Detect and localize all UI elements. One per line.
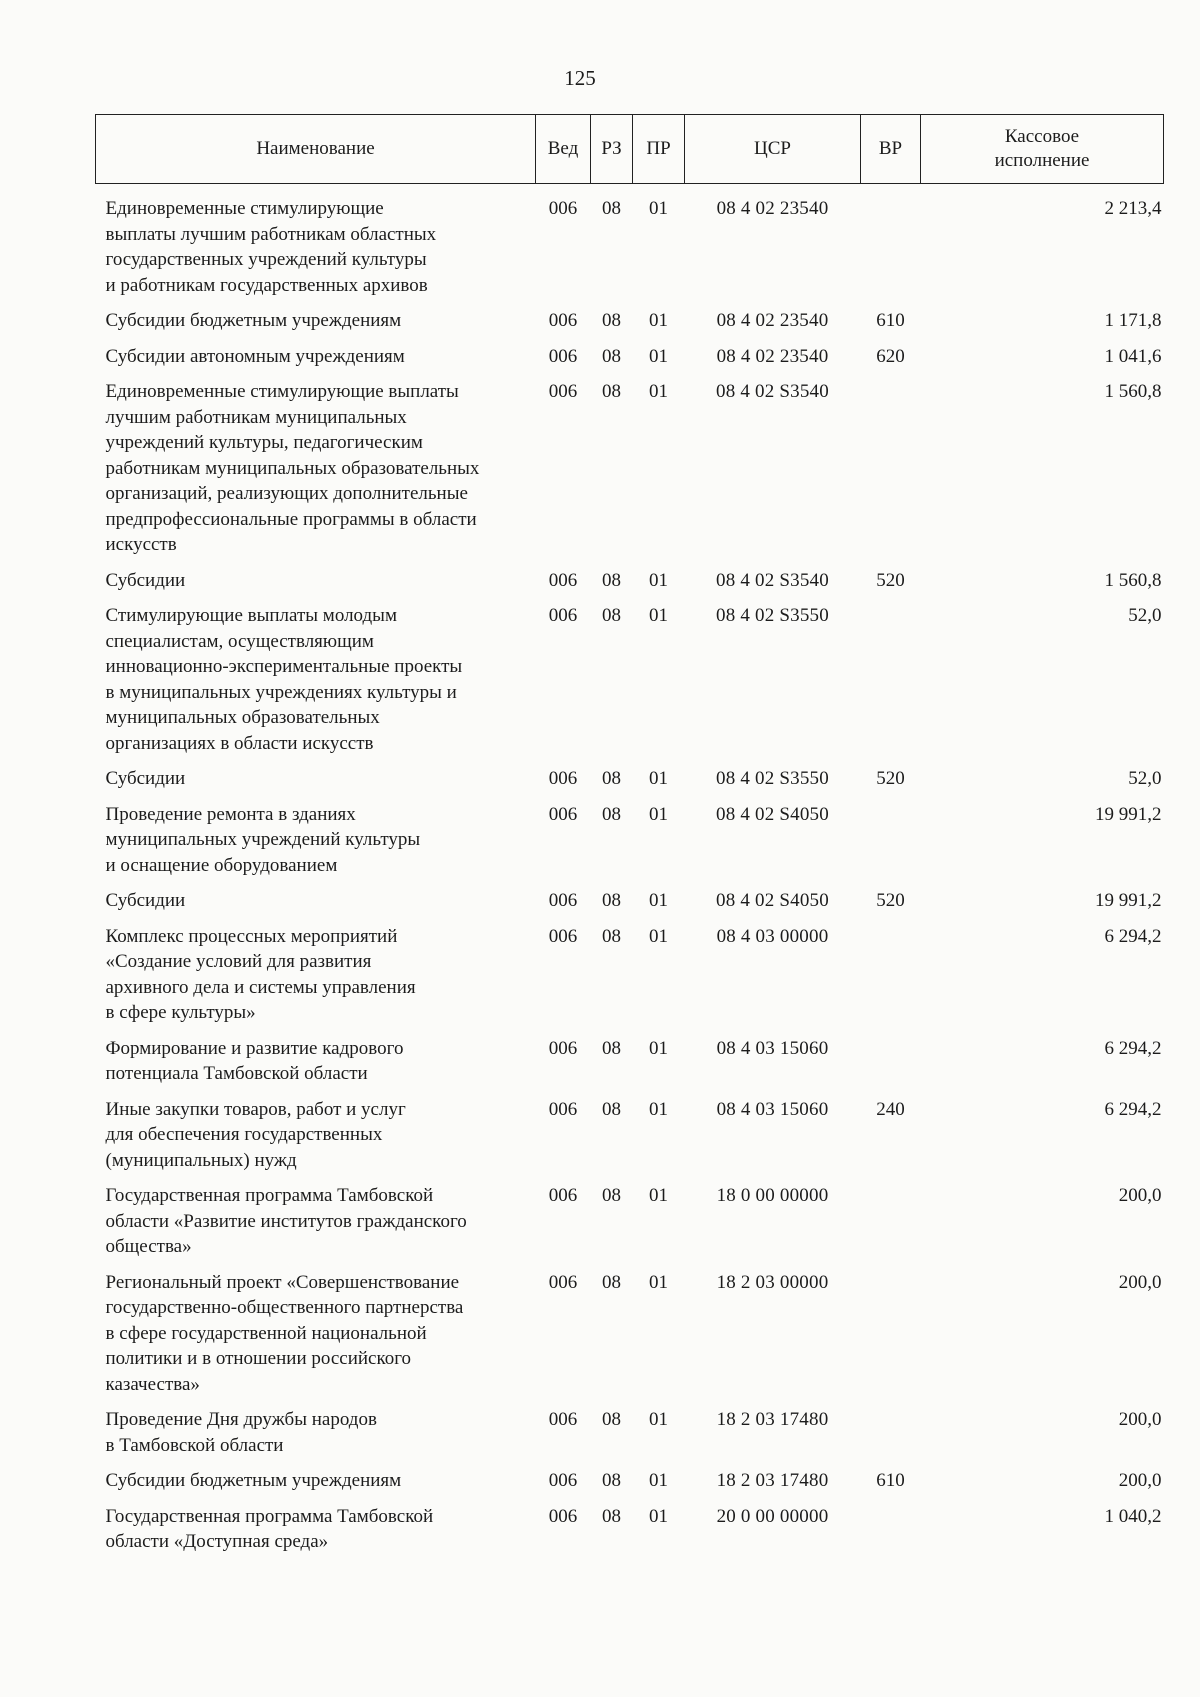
row-pr: 01: [649, 569, 668, 591]
row-name: [96, 1397, 536, 1458]
row-name-line: Комплекс процессных мероприятий: [105, 925, 398, 947]
row-name-line: Единовременные стимулирующие: [105, 198, 384, 219]
row-amount: 1 171,8: [1104, 310, 1162, 331]
table-row: [96, 298, 1164, 334]
row-name-line: предпрофессиональные программы в области: [105, 508, 477, 530]
row-pr: 01: [649, 345, 668, 367]
row-ved: 006: [548, 1037, 578, 1059]
row-pr: 01: [649, 1470, 668, 1491]
row-name-line: муниципальных образовательных: [105, 707, 380, 728]
row-name-line: лучшим работникам муниципальных: [105, 406, 407, 428]
row-rz: 08: [602, 1505, 621, 1527]
row-name-line: общества»: [105, 1236, 192, 1257]
row-ved: 006: [548, 1409, 578, 1430]
row-rz: 08: [602, 1271, 621, 1293]
row-name: [96, 1026, 536, 1087]
row-ved: 006: [548, 890, 578, 911]
row-csr: 18 2 03 17480: [716, 1409, 829, 1430]
row-rz: 08: [602, 569, 621, 591]
row-ved: 006: [548, 925, 578, 947]
row-name-line: Субсидии автономным учреждениям: [105, 345, 405, 367]
row-csr: 08 4 03 15060: [716, 1037, 829, 1059]
table-row: [96, 1397, 1164, 1458]
row-name-line: специалистам, осуществляющим: [105, 630, 374, 652]
row-name: [96, 593, 536, 756]
row-vr: 240: [876, 1098, 905, 1120]
row-csr: 08 4 02 S3550: [716, 768, 829, 789]
row-pr: 01: [649, 1505, 668, 1527]
row-name-line: области «Доступная среда»: [105, 1531, 329, 1552]
table-row: [96, 1026, 1164, 1087]
row-csr: 08 4 02 S3540: [716, 381, 829, 402]
row-amount: 1 040,2: [1104, 1505, 1162, 1527]
row-ved: 006: [548, 345, 578, 367]
table-row: [96, 1087, 1164, 1174]
row-pr: 01: [649, 890, 668, 911]
table-body: [96, 184, 1164, 1555]
row-name-line: Субсидии бюджетным учреждениям: [105, 1470, 402, 1491]
row-rz: 08: [602, 1098, 621, 1120]
row-ved: 006: [548, 569, 578, 591]
row-vr: [861, 369, 921, 558]
table-row: [96, 1173, 1164, 1260]
row-amount: 6 294,2: [1104, 925, 1162, 947]
row-vr: [861, 1026, 921, 1087]
header-amount-line2: исполнение: [994, 150, 1090, 171]
row-ved: 006: [548, 1185, 578, 1206]
row-rz: 08: [602, 768, 621, 789]
row-name: [96, 1173, 536, 1260]
row-pr: 01: [649, 1098, 668, 1120]
row-pr: 01: [649, 1271, 668, 1293]
row-csr: 08 4 02 S3540: [716, 569, 829, 591]
row-name-line: Субсидии: [105, 768, 186, 789]
row-amount: 1 041,6: [1104, 345, 1162, 367]
row-name-line: «Создание условий для развития: [105, 951, 372, 972]
table-row: [96, 1458, 1164, 1494]
row-ved: 006: [548, 1505, 578, 1527]
row-name-line: архивного дела и системы управления: [105, 976, 416, 998]
row-rz: 08: [602, 198, 621, 219]
row-vr: 610: [876, 310, 905, 331]
row-amount: 52,0: [1128, 768, 1162, 789]
row-vr: [861, 184, 921, 299]
row-name-line: государственно-общественного партнерства: [105, 1297, 464, 1318]
row-name: [96, 878, 536, 914]
row-pr: 01: [649, 1185, 668, 1206]
row-pr: 01: [649, 925, 668, 947]
row-pr: 01: [649, 605, 668, 626]
row-csr: 08 4 02 23540: [716, 310, 829, 331]
row-csr: 18 2 03 00000: [716, 1271, 829, 1293]
row-csr: 08 4 02 23540: [716, 198, 829, 219]
row-name-line: казачества»: [105, 1373, 200, 1395]
row-name: [96, 1494, 536, 1555]
row-name: [96, 558, 536, 594]
row-name: [96, 1260, 536, 1398]
row-csr: 08 4 03 00000: [716, 925, 829, 947]
row-name-line: Стимулирующие выплаты молодым: [105, 605, 397, 626]
row-name-line: Единовременные стимулирующие выплаты: [105, 381, 459, 402]
row-name-line: и работникам государственных архивов: [105, 274, 428, 296]
row-csr: 08 4 02 S4050: [716, 803, 829, 825]
header-ved: Вед: [536, 115, 591, 184]
row-name-line: муниципальных учреждений культуры: [105, 829, 421, 850]
row-name-line: работникам муниципальных образовательных: [105, 457, 480, 479]
row-pr: 01: [649, 1409, 668, 1430]
row-amount: 19 991,2: [1095, 890, 1162, 911]
row-name-line: Государственная программа Тамбовской: [105, 1505, 434, 1527]
header-amount-line1: Кассовое: [1004, 126, 1080, 147]
row-name-line: Региональный проект «Совершенствование: [105, 1271, 460, 1293]
row-ved: 006: [548, 310, 578, 331]
row-name-line: и оснащение оборудованием: [105, 854, 338, 876]
table-row: [96, 792, 1164, 879]
row-csr: 08 4 02 S4050: [716, 890, 829, 911]
row-rz: 08: [602, 381, 621, 402]
row-name-line: (муниципальных) нужд: [105, 1149, 297, 1171]
row-pr: 01: [649, 1037, 668, 1059]
row-vr: [861, 1494, 921, 1555]
row-ved: 006: [548, 381, 578, 402]
row-csr: 18 2 03 17480: [716, 1470, 829, 1491]
row-name: [96, 334, 536, 370]
row-name-line: Проведение Дня дружбы народов: [105, 1409, 377, 1430]
row-csr: 18 0 00 00000: [716, 1185, 829, 1206]
row-name-line: в Тамбовской области: [105, 1434, 284, 1456]
row-pr: 01: [649, 310, 668, 331]
row-name-line: области «Развитие институтов гражданского: [105, 1210, 467, 1232]
row-name: [96, 184, 536, 299]
row-amount: 200,0: [1118, 1470, 1162, 1491]
row-vr: 520: [876, 768, 905, 789]
table-row: [96, 558, 1164, 594]
row-name: [96, 369, 536, 558]
row-vr: [861, 914, 921, 1026]
budget-execution-table: [95, 114, 1164, 1555]
row-pr: 01: [649, 381, 668, 402]
row-csr: 08 4 03 15060: [716, 1098, 829, 1120]
row-ved: 006: [548, 803, 578, 825]
row-name-line: политики и в отношении российского: [105, 1348, 412, 1369]
table-row: [96, 184, 1164, 299]
row-pr: 01: [649, 768, 668, 789]
table-row: [96, 1260, 1164, 1398]
row-name: [96, 1458, 536, 1494]
row-ved: 006: [548, 1098, 578, 1120]
row-rz: 08: [602, 345, 621, 367]
row-name-line: инновационно-экспериментальные проекты: [105, 656, 463, 677]
row-name: [96, 298, 536, 334]
row-pr: 01: [649, 803, 668, 825]
row-vr: 520: [876, 569, 905, 591]
row-rz: 08: [602, 605, 621, 626]
row-vr: [861, 593, 921, 756]
row-name-line: искусств: [105, 534, 177, 555]
row-name-line: Государственная программа Тамбовской: [105, 1185, 434, 1206]
row-name-line: потенциала Тамбовской области: [105, 1063, 368, 1084]
row-ved: 006: [548, 1470, 578, 1491]
row-rz: 08: [602, 310, 621, 331]
header-rz: РЗ: [591, 115, 633, 184]
row-amount: 6 294,2: [1104, 1098, 1162, 1120]
row-ved: 006: [548, 198, 578, 219]
row-name-line: государственных учреждений культуры: [105, 249, 427, 270]
header-name: Наименование: [96, 115, 536, 184]
row-rz: 08: [602, 803, 621, 825]
row-name-line: Субсидии: [105, 890, 186, 911]
row-amount: 200,0: [1118, 1185, 1162, 1206]
row-name-line: в сфере государственной национальной: [105, 1322, 427, 1344]
row-amount: 2 213,4: [1104, 198, 1162, 219]
row-rz: 08: [602, 1037, 621, 1059]
row-csr: 08 4 02 23540: [716, 345, 829, 367]
header-vr: ВР: [861, 115, 921, 184]
table-header: [96, 115, 1164, 184]
table-row: [96, 914, 1164, 1026]
row-name-line: организациях в области искусств: [105, 732, 374, 754]
table-row: [96, 878, 1164, 914]
row-name-line: Формирование и развитие кадрового: [105, 1037, 404, 1059]
table-row: [96, 1494, 1164, 1555]
row-name-line: для обеспечения государственных: [105, 1124, 383, 1145]
row-name: [96, 1087, 536, 1174]
row-amount: 1 560,8: [1104, 569, 1162, 591]
row-pr: 01: [649, 198, 668, 219]
row-vr: 620: [876, 345, 905, 367]
row-csr: 08 4 02 S3550: [716, 605, 829, 626]
row-rz: 08: [602, 1409, 621, 1430]
table-row: [96, 593, 1164, 756]
row-vr: [861, 1260, 921, 1398]
row-rz: 08: [602, 890, 621, 911]
header-csr: ЦСР: [685, 115, 861, 184]
row-rz: 08: [602, 925, 621, 947]
row-vr: 520: [876, 890, 905, 911]
row-vr: [861, 792, 921, 879]
row-vr: [861, 1397, 921, 1458]
row-name-line: Субсидии: [105, 569, 186, 591]
row-name: [96, 792, 536, 879]
table-row: [96, 756, 1164, 792]
row-ved: 006: [548, 605, 578, 626]
row-ved: 006: [548, 1271, 578, 1293]
row-vr: 610: [876, 1470, 905, 1491]
header-amount: [921, 115, 1164, 184]
row-name-line: выплаты лучшим работникам областных: [105, 223, 437, 245]
row-amount: 1 560,8: [1104, 381, 1162, 402]
row-name-line: в муниципальных учреждениях культуры и: [105, 681, 457, 703]
row-amount: 19 991,2: [1095, 803, 1162, 825]
row-name-line: Проведение ремонта в зданиях: [105, 803, 356, 825]
table-row: [96, 334, 1164, 370]
row-amount: 200,0: [1118, 1271, 1162, 1293]
row-name-line: организаций, реализующих дополнительные: [105, 483, 468, 504]
row-name: [96, 756, 536, 792]
table-row: [96, 369, 1164, 558]
row-name-line: в сфере культуры»: [105, 1002, 256, 1023]
row-name-line: Иные закупки товаров, работ и услуг: [105, 1098, 406, 1120]
row-csr: 20 0 00 00000: [716, 1505, 829, 1527]
row-name-line: учреждений культуры, педагогическим: [105, 432, 423, 453]
row-ved: 006: [548, 768, 578, 789]
page-number: 125: [564, 66, 596, 90]
row-name-line: Субсидии бюджетным учреждениям: [105, 310, 402, 331]
row-name: [96, 914, 536, 1026]
row-rz: 08: [602, 1470, 621, 1491]
row-amount: 200,0: [1118, 1409, 1162, 1430]
row-rz: 08: [602, 1185, 621, 1206]
row-amount: 6 294,2: [1104, 1037, 1162, 1059]
row-amount: 52,0: [1128, 605, 1162, 626]
row-vr: [861, 1173, 921, 1260]
header-pr: ПР: [633, 115, 685, 184]
